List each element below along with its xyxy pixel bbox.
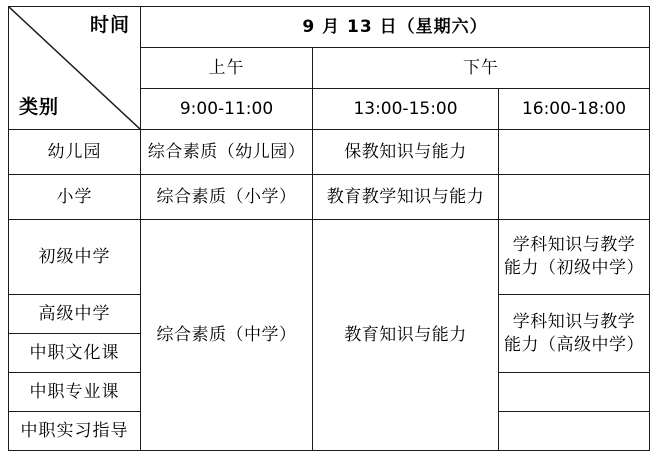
category-axis-label: 类别 — [19, 96, 60, 119]
time-axis-label: 时间 — [89, 14, 130, 36]
subject-kindergarten-morning: 综合素质（幼儿园） — [141, 130, 313, 175]
subject-junior-high-afternoon-2 — [499, 220, 650, 295]
category-junior-high: 初级中学 — [9, 220, 141, 295]
corner-header-cell — [9, 7, 141, 130]
subject-primary-afternoon-1: 教育教学知识与能力 — [313, 175, 499, 220]
subject-primary-afternoon-2 — [499, 175, 650, 220]
timeslot-afternoon-1: 13:00-15:00 — [313, 89, 499, 130]
category-senior-high: 高级中学 — [9, 295, 141, 334]
halfday-afternoon-header: 下午 — [313, 48, 650, 89]
subject-senior-high-line2: 能力（高级中学） — [504, 334, 644, 355]
subject-senior-high-line1: 学科知识与教学 — [512, 311, 636, 332]
timeslot-morning: 9:00-11:00 — [141, 89, 313, 130]
category-vocational-major: 中职专业课 — [9, 373, 141, 412]
table-header-row-date — [9, 7, 650, 48]
subject-primary-morning: 综合素质（小学） — [141, 175, 313, 220]
table-row — [9, 175, 650, 220]
halfday-morning-header: 上午 — [141, 48, 313, 89]
subject-junior-high-line2: 能力（初级中学） — [504, 258, 644, 278]
subject-kindergarten-afternoon-1: 保教知识与能力 — [313, 130, 499, 175]
subject-middle-morning: 综合素质（中学） — [141, 220, 313, 451]
subject-vocational-internship-afternoon-2 — [499, 412, 650, 451]
category-vocational-internship: 中职实习指导 — [9, 412, 141, 451]
category-vocational-general: 中职文化课 — [9, 334, 141, 373]
category-kindergarten: 幼儿园 — [9, 130, 141, 175]
timeslot-afternoon-2: 16:00-18:00 — [499, 89, 650, 130]
subject-middle-afternoon-1: 教育知识与能力 — [313, 220, 499, 451]
table-row — [9, 220, 650, 295]
subject-senior-high-afternoon-2 — [499, 295, 650, 373]
subject-junior-high-line1: 学科知识与教学 — [512, 235, 636, 256]
exam-schedule-table — [8, 6, 650, 451]
subject-vocational-major-afternoon-2 — [499, 373, 650, 412]
category-primary: 小学 — [9, 175, 141, 220]
subject-kindergarten-afternoon-2 — [499, 130, 650, 175]
table-row — [9, 130, 650, 175]
date-header: 9 月 13 日（星期六） — [141, 7, 650, 48]
